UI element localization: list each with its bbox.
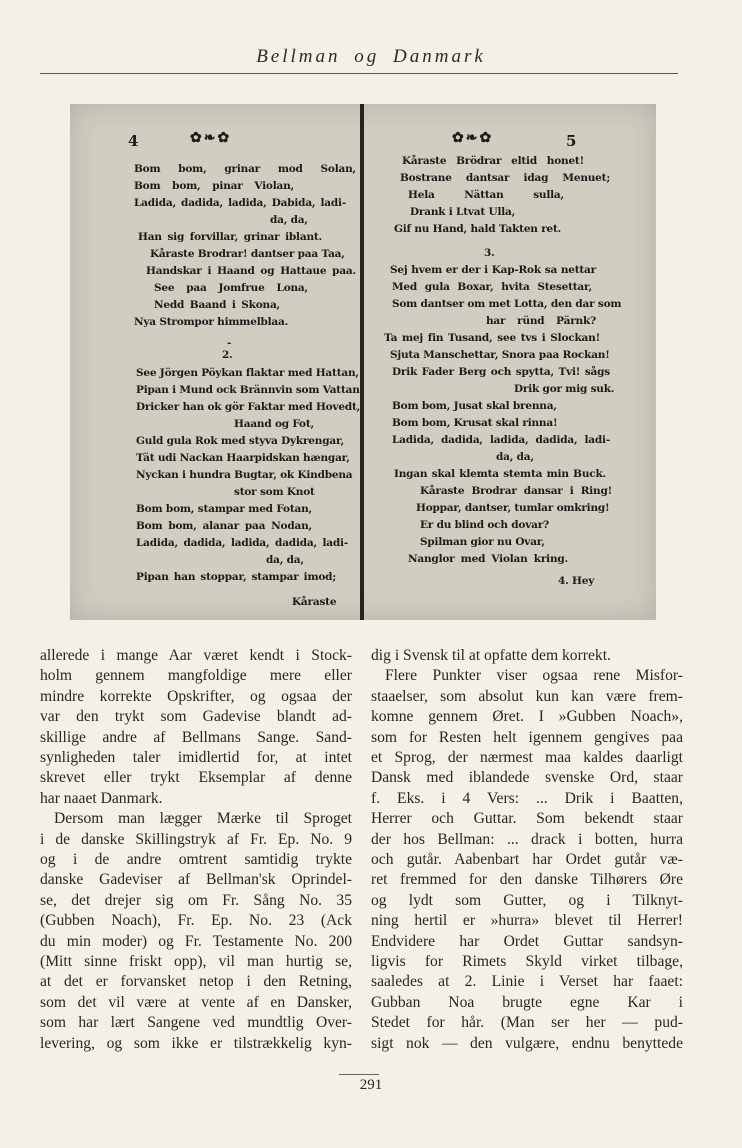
facsimile-right-ornament-icon: ✿❧✿ [452, 130, 494, 146]
body-line: Herrer och Guttar. Som bekendt staar [371, 810, 683, 828]
facsimile-left-page-line: Nya Strompor himmelblaa. [134, 316, 289, 328]
facsimile-right-page-line: Ta mej fin Tusand, see tvs i Slockan! [384, 332, 600, 344]
facsimile-right-page-line: Drik Fader Berg och spytta, Tvi! sågs [392, 366, 610, 378]
body-line: allerede i mange Aar været kendt i Stock- [40, 647, 352, 664]
facsimile-right-page-line: Bostrane dantsar idag Menuet; [400, 172, 610, 184]
body-line: Dersom man lægger Mærke til Sproget [54, 810, 352, 828]
body-line: i de danske Skillingstryk af Fr. Ep. No. 9 [40, 830, 352, 848]
body-line: Flere Punkter viser ogsaa rene Misfor- [385, 667, 683, 685]
facsimile-left-page-line: stor som Knot [234, 486, 315, 498]
body-line: staaelser, som absolut kun kan være frem- [371, 687, 683, 705]
facsimile-left-page-line: Bom bom, pinar Violan, [134, 180, 294, 192]
body-line: skillige andre af Bellmans Sange. Sand- [40, 728, 352, 746]
body-line: at det er forvansket netop i den Retning, [40, 973, 352, 991]
facsimile-left-page-line: Ladida, dadida, ladida, Dabida, ladi- [134, 197, 346, 209]
facsimile-right-page-line: da, da, [496, 451, 534, 463]
facsimile-left-page-line: Kåraste [292, 596, 337, 608]
body-line: ret fremmed for den danske Tilhørers Øre [371, 871, 683, 889]
body-line: som det vil være at vente af en Dansker, [40, 993, 352, 1011]
body-line: sigt nok — den vulgære, endnu benyttede [371, 1034, 683, 1052]
facsimile-left-page-line: Tät udi Nackan Haarpidskan hængar, [136, 452, 350, 464]
body-line: danske Gadeviser af Bellman'sk Oprindel- [40, 871, 352, 889]
facsimile-left-page-line: Guld gula Rok med styva Dykrengar, [136, 435, 344, 447]
facsimile-right-page-line: Gif nu Hand, hald Takten ret. [394, 223, 562, 235]
facsimile-left-page-line: Nedd Baand i Skona, [154, 299, 280, 311]
facsimile-left-page-line: 2. [222, 349, 233, 361]
header-rule [40, 73, 678, 74]
facsimile-right-page-line: Spilman gior nu Ovar, [420, 536, 545, 548]
facsimile-left-page-line: Han sig forvillar, grinar iblant. [138, 231, 322, 243]
facsimile-right-page-line: Sej hvem er der i Kap-Rok sa nettar [390, 264, 596, 276]
facsimile-left-page-line: Haand og Fot, [234, 418, 314, 430]
facsimile-left-page-line: - [227, 337, 232, 349]
body-line: och gutår. Aabenbart har Ordet gutår væ- [371, 851, 683, 868]
body-line: har naaet Danmark. [40, 789, 163, 807]
facsimile-left-page-line: Bom bom, alanar paa Nodan, [136, 520, 312, 532]
footer-rule [339, 1074, 379, 1075]
facsimile-right-page-line: Med gula Boxar, hvita Stesettar, [392, 281, 592, 293]
body-line: (Mitt sinne friskt opp), vil man hurtig se, [40, 953, 352, 970]
body-line: (Gubben Noach), Fr. Ep. No. 23 (Ack [40, 912, 352, 930]
body-line: og i de andre omtrent samtidig trykte [40, 851, 352, 868]
body-line: saaledes at 2. Linie i Verset har faaet: [371, 973, 683, 991]
facsimile-left-page [70, 104, 360, 620]
facsimile-right-page-line: Ladida, dadida, ladida, dadida, ladi- [392, 434, 610, 446]
facsimile-left-ornament-icon: ✿❧✿ [190, 130, 232, 146]
facsimile-right-page-line: har ründ Pärnk? [486, 315, 596, 327]
facsimile-left-page-line: Dricker han ok gör Faktar med Hovedt, [136, 401, 361, 413]
body-line: og lydt som Gutter, og i Tilknyt- [371, 891, 683, 909]
facsimile-right-page-line: Drik gor mig suk. [514, 383, 615, 395]
facsimile-left-page-line: da, da, [266, 554, 304, 566]
body-line: et Sprog, der nærmest maa kaldes daarligt [371, 749, 683, 766]
facsimile-right-page-number: 5 [566, 132, 577, 150]
facsimile-right-page-line: Ingan skal klemta stemta min Buck. [394, 468, 606, 480]
body-line: Dansk med iblandede svenske Ord, staar [371, 769, 683, 787]
body-line: var den trykt som Gadevise blandt ad- [40, 708, 352, 726]
page-header-title: Bellman og Danmark [256, 46, 486, 67]
body-line: som har lært Sangene ved mundtlig Over- [40, 1014, 352, 1032]
facsimile-right-page [364, 104, 656, 620]
facsimile-left-page-line: Bom bom, stampar med Fotan, [136, 503, 312, 515]
body-line: mindre korrekte Opskrifter, og ogsaa der [40, 687, 352, 705]
facsimile-left-page-line: Pipan i Mund ock Brännvin som Vattan [136, 384, 360, 396]
body-line: komne gennem Øret. I »Gubben Noach», [371, 708, 683, 726]
facsimile-right-page-line: Er du blind och dovar? [420, 519, 549, 531]
facsimile-right-page-line: Drank i Ltvat Ulla, [410, 206, 516, 218]
body-line: Gubban Noa brugte egne Kar i [371, 993, 683, 1011]
page-number: 291 [359, 1077, 383, 1093]
body-line: skrevet eller trykt Eksemplar af denne [40, 769, 352, 787]
body-line: Endvidere har Ordet Guttar sandsyn- [371, 932, 683, 950]
facsimile-left-page-number: 4 [128, 132, 139, 150]
facsimile-right-page-line: Bom bom, Krusat skal rinna! [392, 417, 558, 429]
facsimile-right-page-line: 3. [484, 247, 495, 259]
facsimile-right-page-line: Bom bom, Jusat skal brenna, [392, 400, 557, 412]
body-line: Stedet for hår. (Man ser her — pud- [371, 1014, 683, 1032]
body-line: der hos Bellman: ... drack i botten, hurra [371, 830, 683, 848]
facsimile-right-page-line: Som dantser om met Lotta, den dar som [392, 298, 622, 310]
body-line: dig i Svensk til at opfatte dem korrekt. [371, 647, 611, 664]
facsimile-left-page-line: Handskar i Haand og Hattaue paa. [146, 265, 356, 277]
facsimile-left-page-line: Pipan han stoppar, stampar imod; [136, 571, 336, 583]
facsimile-left-page-line: Kåraste Brodrar! dantser paa Taa, [150, 248, 345, 260]
body-line: synligheden taler imidlertid for, at intet [40, 749, 352, 766]
facsimile-right-page-line: Kåraste Brödrar eltid honet! [402, 155, 584, 167]
body-line: ligvis for Rimets Skyld virket tilbage, [371, 953, 683, 970]
facsimile-left-page-line: da, da, [270, 214, 308, 226]
facsimile-right-page-line: Hoppar, dantser, tumlar omkring! [416, 502, 610, 514]
body-line: ning hertil er »hurra» blevet til Herrer! [371, 912, 683, 930]
facsimile-right-page-line: Sjuta Manschettar, Snora paa Rockan! [390, 349, 610, 361]
facsimile-right-page-line: 4. Hey [558, 575, 595, 587]
facsimile-left-page-line: Nyckan i hundra Bugtar, ok Kindbena [136, 469, 353, 481]
facsimile-right-page-line: Kåraste Brodrar dansar i Ring! [420, 485, 612, 497]
facsimile-left-page-line: Bom bom, grinar mod Solan, [134, 163, 356, 175]
body-line: se, det drejer sig om Fr. Sång No. 35 [40, 891, 352, 909]
facsimile-left-page-line: Ladida, dadida, ladida, dadida, ladi- [136, 537, 348, 549]
facsimile-right-page-line: Hela Nättan sulla, [408, 189, 564, 201]
body-line: holm gennem mangfoldige mere eller [40, 667, 352, 685]
facsimile-left-page-line: See Jörgen Pöykan flaktar med Hattan, [136, 367, 359, 379]
facsimile-plate [70, 104, 656, 620]
body-line: f. Eks. i 4 Vers: ... Drik i Baatten, [371, 789, 683, 807]
body-line: levering, og som ikke er tilstrækkelig kyn- [40, 1034, 352, 1052]
facsimile-left-page-line: See paa Jomfrue Lona, [154, 282, 308, 294]
body-line: som for Resten helt igennem gengives paa [371, 728, 683, 746]
facsimile-right-page-line: Nanglor med Violan kring. [408, 553, 568, 565]
body-line: du min moder) og Fr. Testamente No. 200 [40, 932, 352, 950]
